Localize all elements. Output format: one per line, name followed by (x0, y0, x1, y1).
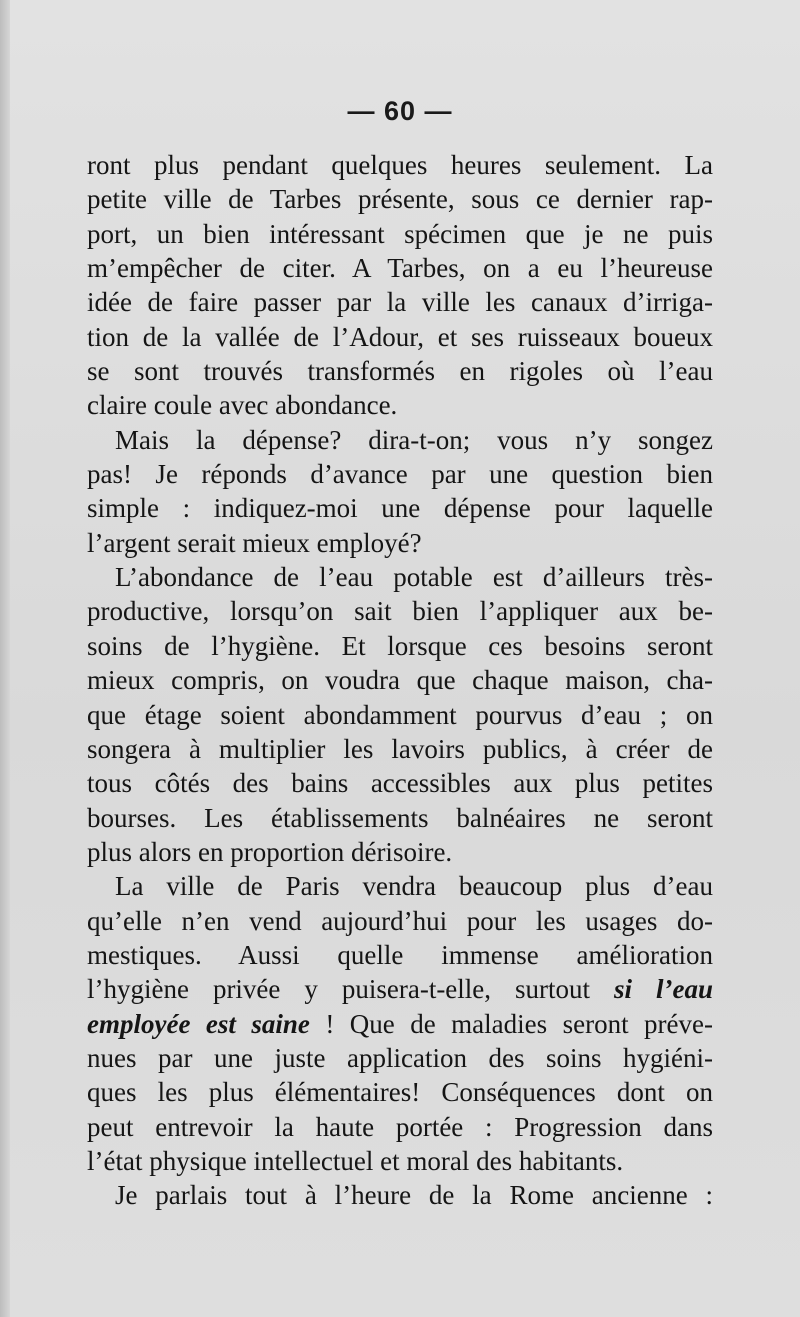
text-line: songera à multiplier les lavoirs publics, à créer de (87, 733, 713, 764)
text-line: productive, lorsqu’on sait bien l’appliquer aux be- (87, 596, 713, 627)
text-line: ques les plus élémentaires! Conséquences dont on (87, 1077, 713, 1108)
text-line: nues par une juste application des soins hygiéni- (87, 1042, 713, 1073)
text-line: m’empêcher de citer. A Tarbes, on a eu l’heureuse (87, 253, 713, 284)
text-line: peut entrevoir la haute portée : Progression dans (87, 1111, 713, 1142)
text-line: simple : indiquez-moi une dépense pour laquelle (87, 493, 713, 524)
text-line: port, un bien intéressant spécimen que je ne puis (87, 218, 713, 249)
italic-emphasis: si l’eau (614, 974, 713, 1005)
text-line: tous côtés des bains accessibles aux plus petites (87, 768, 713, 799)
text-line: bourses. Les établissements balnéaires ne seront (87, 802, 713, 833)
text-line: l’état physique intellectuel et moral des habitants. (87, 1145, 624, 1176)
page-number: — 60 — (347, 96, 453, 126)
text-line: employée est saine ! Que de maladies seront préve- (87, 1008, 713, 1039)
text-line: l’hygiène privée y puisera-t-elle, surtout si l’eau (87, 974, 713, 1005)
text-line: plus alors en proportion dérisoire. (87, 836, 453, 867)
text-line: L’abondance de l’eau potable est d’ailleurs très- (115, 562, 713, 593)
text-line: mieux compris, on voudra que chaque maison, cha- (87, 665, 713, 696)
body-text (87, 148, 713, 1213)
text-line: pas! Je réponds d’avance par une question bien (87, 459, 713, 490)
text-line: que étage soient abondamment pourvus d’eau ; on (87, 699, 713, 730)
text-line: La ville de Paris vendra beaucoup plus d’eau (115, 871, 713, 902)
text-line: ront plus pendant quelques heures seulement. La (87, 150, 713, 180)
text-line: mestiques. Aussi quelle immense amélioration (87, 939, 713, 970)
text-line: petite ville de Tarbes présente, sous ce dernier rap- (87, 184, 713, 215)
text-line: tion de la vallée de l’Adour, et ses ruisseaux boueux (87, 321, 713, 352)
text-line: soins de l’hygiène. Et lorsque ces besoins seront (87, 630, 713, 661)
text-line: l’argent serait mieux employé? (87, 527, 422, 558)
text-line: se sont trouvés transformés en rigoles où l’eau (87, 356, 713, 387)
text-line: qu’elle n’en vend aujourd’hui pour les usages do- (87, 905, 713, 936)
page-edge (0, 0, 10, 1317)
text-line: claire coule avec abondance. (87, 390, 398, 421)
text-line: Je parlais tout à l’heure de la Rome ancienne : (115, 1180, 713, 1211)
text-line: idée de faire passer par la ville les canaux d’irriga- (87, 287, 713, 318)
text-line: Mais la dépense? dira-t-on; vous n’y songez (115, 424, 713, 455)
italic-emphasis: employée est saine (87, 1008, 310, 1039)
